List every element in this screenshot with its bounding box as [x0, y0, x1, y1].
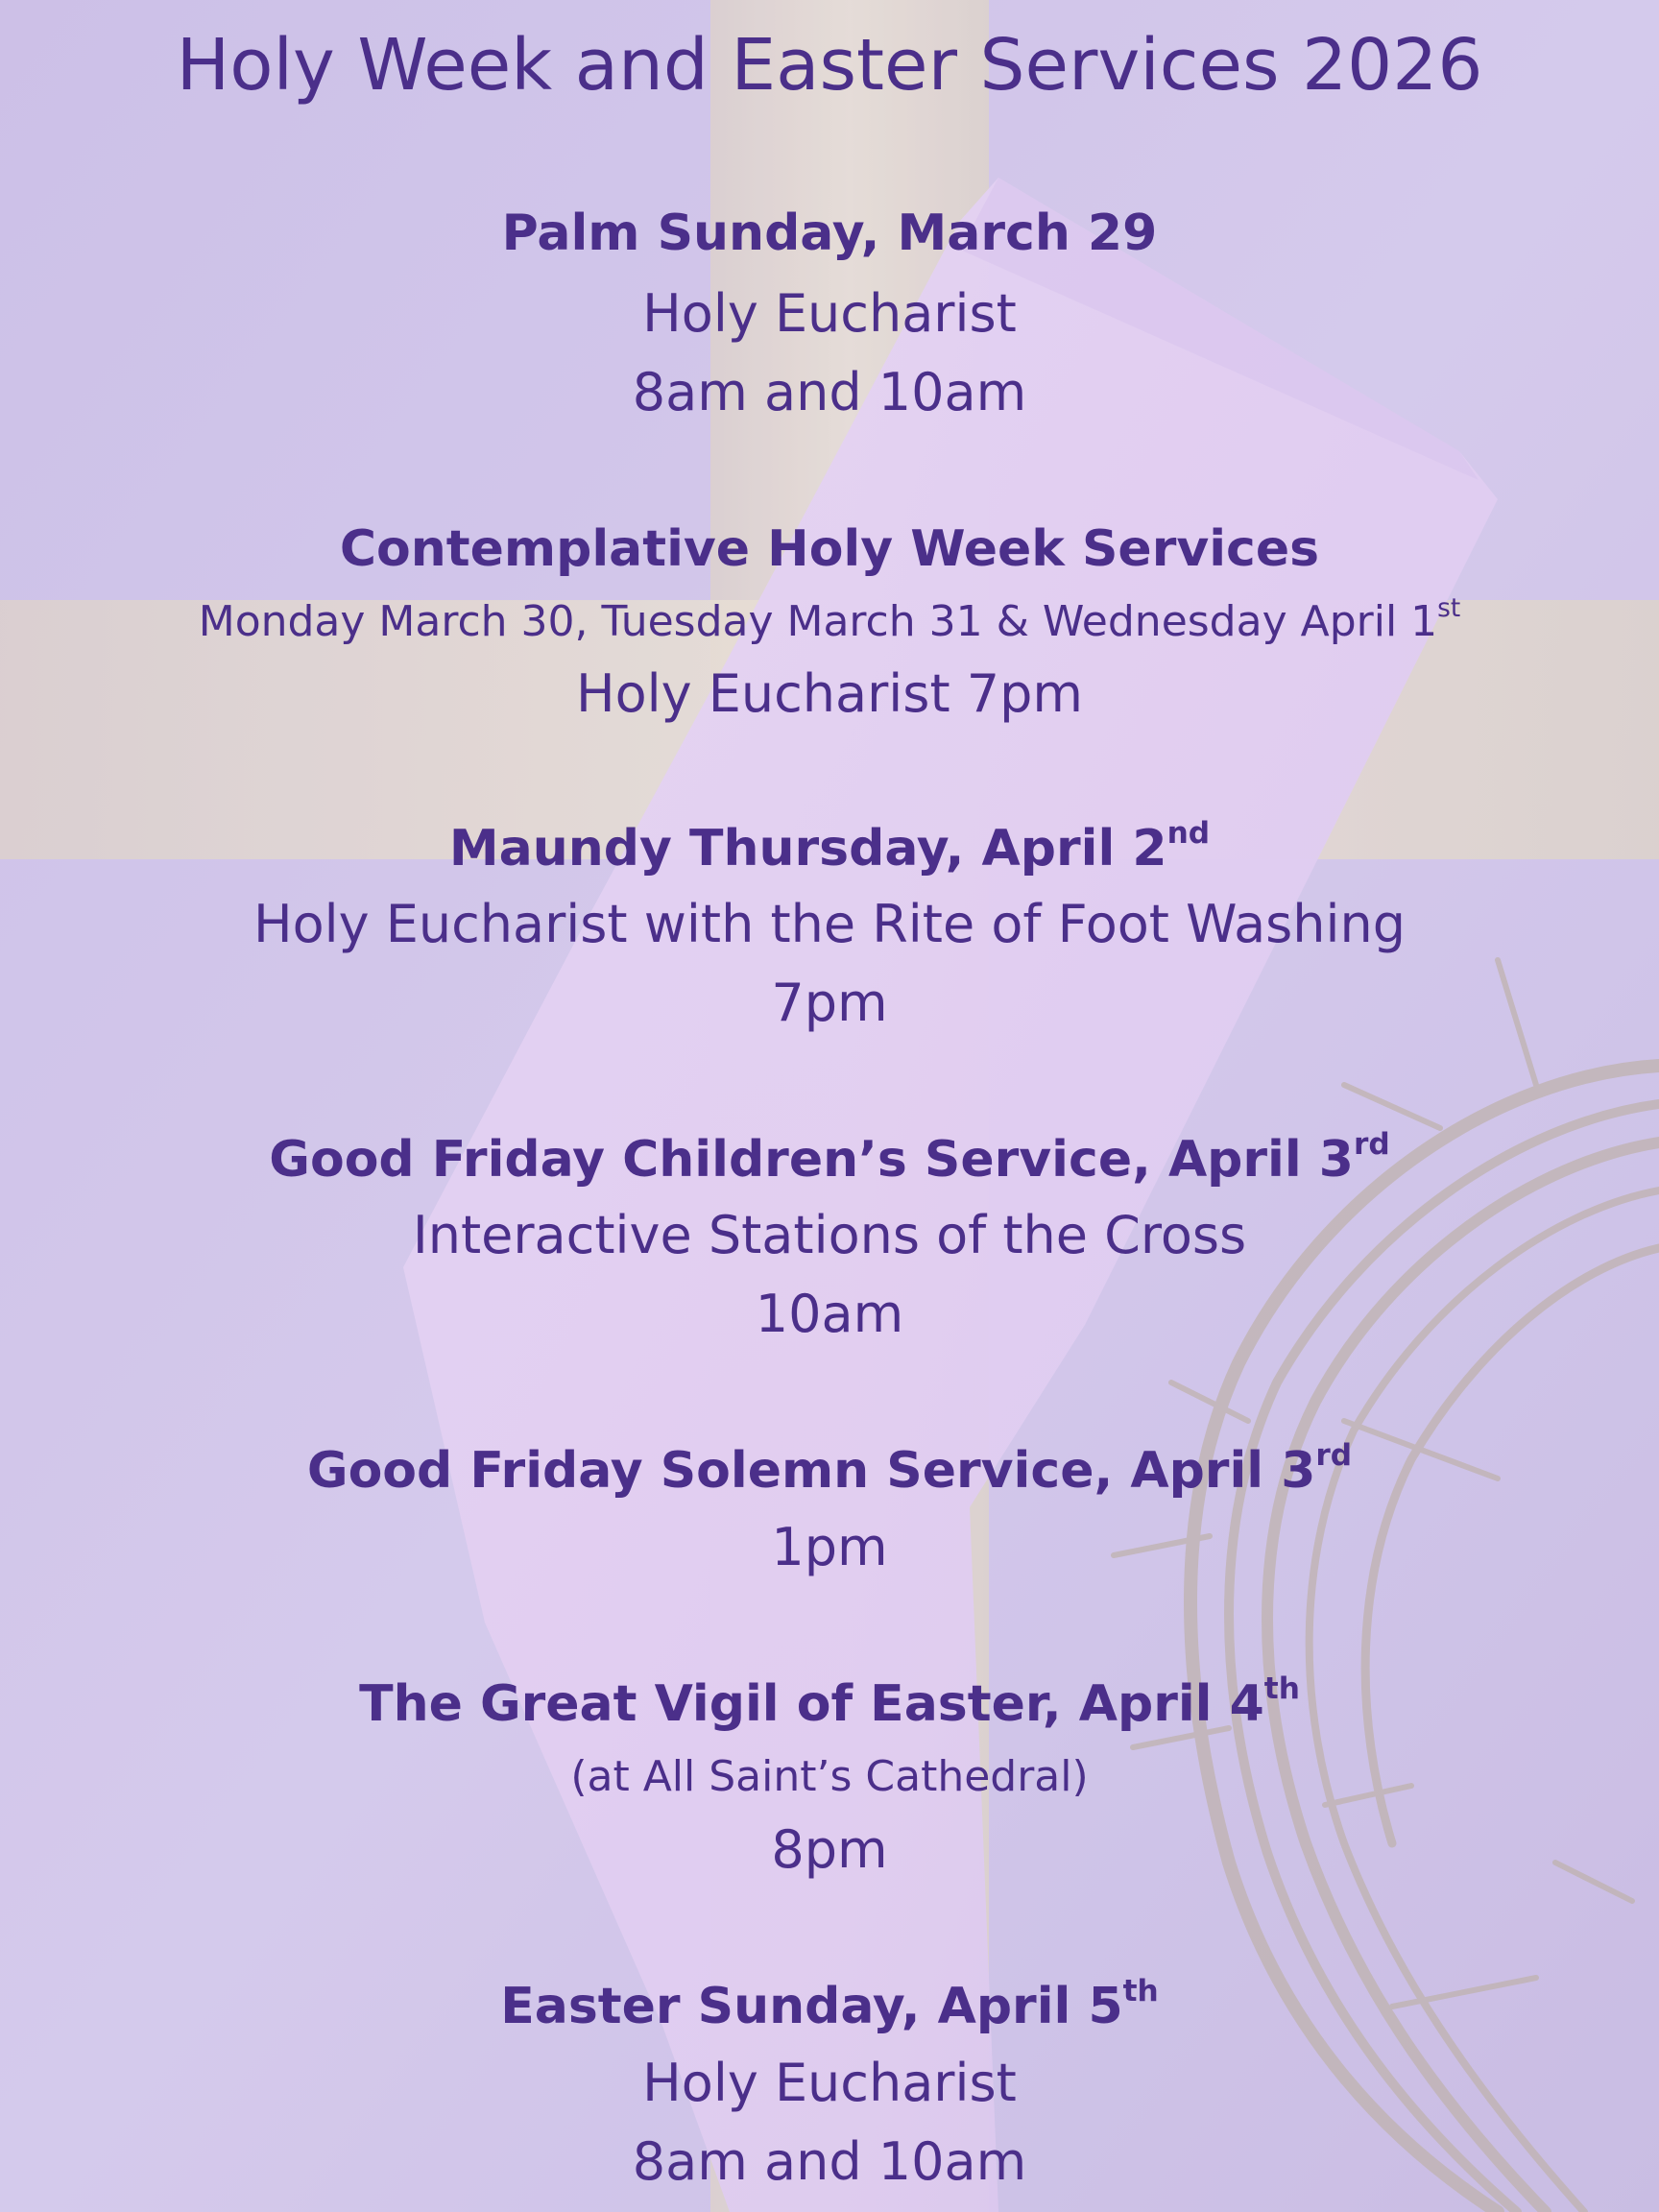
service-time: 10am: [755, 1284, 904, 1344]
service-heading-great-vigil: [0, 1673, 1659, 1735]
service-heading-text: Easter Sunday, April 5: [500, 1978, 1123, 2035]
service-detail: Interactive Stations of the Cross: [412, 1205, 1247, 1265]
ordinal-suffix: rd: [1354, 1127, 1390, 1162]
service-heading-text: Maundy Thursday, April 2: [448, 820, 1167, 878]
service-detail: Holy Eucharist: [642, 283, 1017, 344]
service-heading-text: Good Friday Solemn Service, April 3: [306, 1442, 1316, 1500]
service-heading-text: Good Friday Children’s Service, April 3: [269, 1131, 1354, 1189]
service-time: 7pm: [771, 973, 888, 1033]
service-dates: [0, 595, 1659, 649]
ordinal-suffix: rd: [1315, 1438, 1353, 1473]
service-heading-maundy-thursday: [0, 818, 1659, 879]
service-location-note: (at All Saint’s Cathedral): [570, 1752, 1089, 1801]
service-time: 1pm: [771, 1517, 888, 1577]
service-detail: Holy Eucharist with the Rite of Foot Washing: [252, 894, 1407, 954]
service-heading-good-friday-solemn: [0, 1440, 1659, 1502]
ordinal-suffix: th: [1122, 1974, 1159, 2008]
service-time: 8am and 10am: [632, 2131, 1027, 2192]
service-detail: Holy Eucharist: [642, 2053, 1017, 2113]
service-heading-palm-sunday: [0, 203, 1659, 264]
service-detail: Holy Eucharist 7pm: [575, 663, 1084, 724]
service-dates-text: Monday March 30, Tuesday March 31 & Wednesday April 1: [198, 597, 1438, 646]
service-time: 8am and 10am: [632, 362, 1027, 422]
page-title: Holy Week and Easter Services 2026: [176, 24, 1483, 107]
ordinal-suffix: th: [1263, 1671, 1300, 1706]
service-heading-good-friday-children: [0, 1129, 1659, 1190]
ordinal-suffix: nd: [1166, 816, 1211, 851]
service-heading-text: The Great Vigil of Easter, April 4: [359, 1675, 1264, 1733]
service-heading-text: Contemplative Holy Week Services: [339, 520, 1320, 578]
service-heading-easter-sunday: [0, 1976, 1659, 2037]
service-heading-text: Palm Sunday, March 29: [501, 204, 1158, 262]
ordinal-suffix: st: [1437, 593, 1461, 624]
service-heading-contemplative: [0, 518, 1659, 580]
service-time: 8pm: [771, 1819, 888, 1880]
